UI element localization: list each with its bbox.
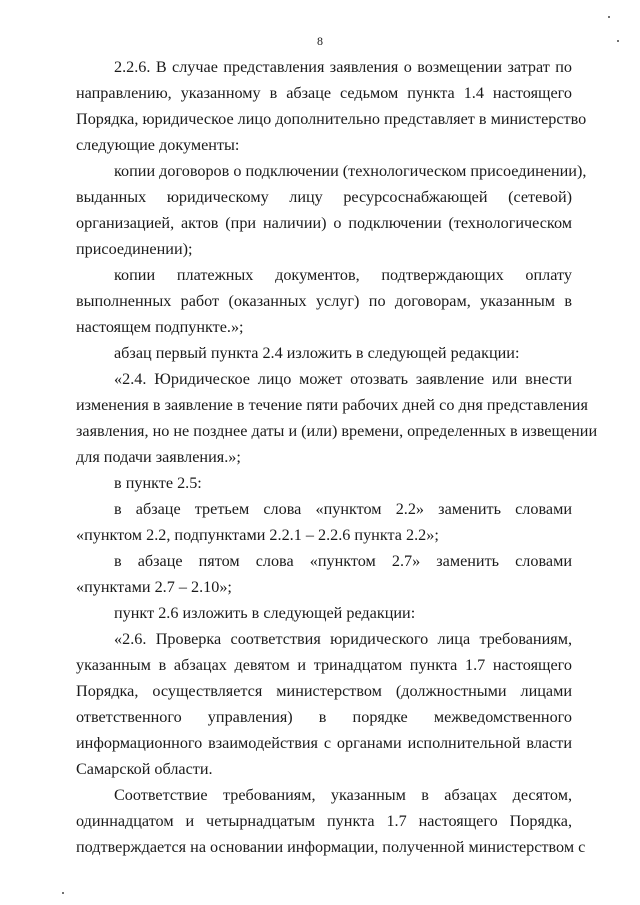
text-line: для подачи заявления.»; bbox=[76, 448, 241, 466]
text-line: в абзаце пятом слова «пунктом 2.7» заменить словами bbox=[114, 552, 572, 570]
text-line: копии договоров о подключении (технологическом присоединении), bbox=[114, 162, 587, 180]
text-line: направлению, указанному в абзаце седьмом пункта 1.4 настоящего bbox=[76, 84, 572, 102]
text-line: одиннадцатом и четырнадцатым пункта 1.7 настоящего Порядка, bbox=[76, 812, 572, 830]
text-line: копии платежных документов, подтверждающих оплату bbox=[114, 266, 572, 284]
scan-speck bbox=[617, 40, 619, 42]
text-line: «2.4. Юридическое лицо может отозвать заявление или внести bbox=[114, 370, 572, 388]
text-line: «2.6. Проверка соответствия юридического лица требованиям, bbox=[114, 630, 572, 648]
text-line: выполненных работ (оказанных услуг) по договорам, указанным в bbox=[76, 292, 572, 310]
text-line: в пункте 2.5: bbox=[114, 474, 202, 492]
text-line: в абзаце третьем слова «пунктом 2.2» заменить словами bbox=[114, 500, 572, 518]
text-line: указанным в абзацах девятом и тринадцатом пункта 1.7 настоящего bbox=[76, 656, 572, 674]
text-line: Соответствие требованиям, указанным в абзацах десятом, bbox=[114, 786, 572, 804]
text-line: выданных юридическому лицу ресурсоснабжающей (сетевой) bbox=[76, 188, 572, 206]
text-line: «пунктами 2.7 – 2.10»; bbox=[76, 578, 232, 596]
page-number: 8 bbox=[317, 34, 323, 48]
text-line: Самарской области. bbox=[76, 760, 213, 778]
text-line: следующие документы: bbox=[76, 136, 240, 154]
text-line: присоединении); bbox=[76, 240, 193, 258]
text-line: «пунктом 2.2, подпунктами 2.2.1 – 2.2.6 пункта 2.2»; bbox=[76, 526, 439, 544]
text-line: пункт 2.6 изложить в следующей редакции: bbox=[114, 604, 416, 622]
text-line: ответственного управления) в порядке межведомственного bbox=[76, 708, 572, 726]
scan-speck bbox=[608, 16, 610, 18]
text-line: 2.2.6. В случае представления заявления о возмещении затрат по bbox=[114, 58, 572, 76]
text-line: Порядка, осуществляется министерством (должностными лицами bbox=[76, 682, 572, 700]
text-line: организацией, актов (при наличии) о подключении (технологическом bbox=[76, 214, 572, 232]
text-line: информационного взаимодействия с органами исполнительной власти bbox=[76, 734, 572, 752]
text-line: абзац первый пункта 2.4 изложить в следующей редакции: bbox=[114, 344, 520, 362]
text-line: изменения в заявление в течение пяти рабочих дней со дня представления bbox=[76, 396, 588, 414]
scan-speck bbox=[62, 892, 64, 894]
text-line: подтверждается на основании информации, полученной министерством с bbox=[76, 838, 586, 856]
text-line: Порядка, юридическое лицо дополнительно представляет в министерство bbox=[76, 110, 587, 128]
text-line: заявления, но не позднее даты и (или) времени, определенных в извещении bbox=[76, 422, 598, 440]
text-line: настоящем подпункте.»; bbox=[76, 318, 244, 336]
